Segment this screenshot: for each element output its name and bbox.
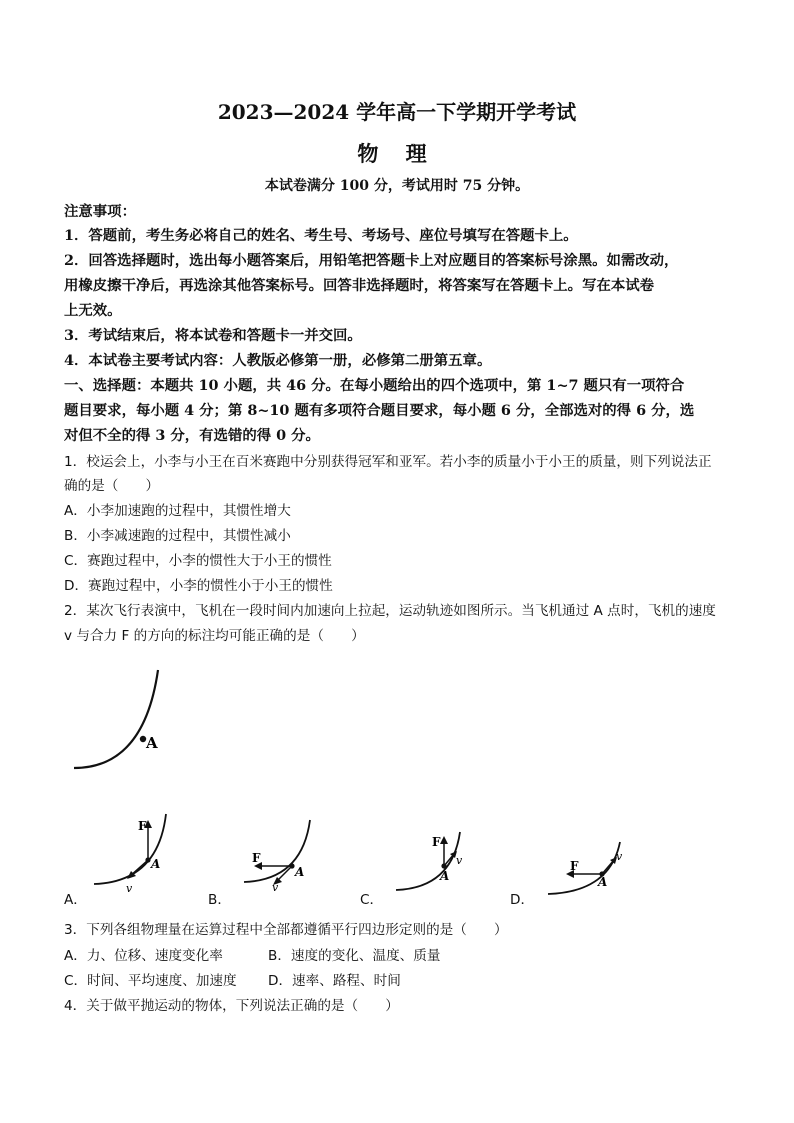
- q3-stem: 3．下列各组物理量在运算过程中全部都遵循平行四边形定则的是（ ）: [64, 922, 508, 938]
- svg-text:A: A: [151, 857, 161, 871]
- notice-line-2: 2．回答选择题时，选出每小题答案后，用铅笔把答题卡上对应题目的答案标号涂黑。如需改动，: [64, 252, 679, 269]
- q2-option-b-figure: [236, 818, 326, 893]
- notice-line-6: 4．本试卷主要考试内容：人教版必修第一册，必修第二册第五章。: [64, 352, 492, 369]
- q2-option-a-figure: [88, 812, 178, 897]
- svg-text:A: A: [440, 869, 450, 883]
- q2-stem-line-1: 2．某次飞行表演中，飞机在一段时间内加速向上拉起，运动轨迹如图所示。当飞机通过 A 点时，飞机的速度: [64, 603, 716, 619]
- notice-line-4: 上无效。: [64, 302, 122, 319]
- svg-text:A: A: [295, 865, 305, 879]
- q2-option-d-figure: [540, 840, 640, 900]
- trajectory-figure: [66, 668, 196, 778]
- q3-option-a: A．力、位移、速度变化率: [64, 948, 223, 964]
- section1-line-1: 一、选择题：本题共 10 小题，共 46 分。在每小题给出的四个选项中，第 1~7 题只有一项符合: [64, 377, 685, 394]
- section1-line-2: 题目要求，每小题 4 分；第 8~10 题有多项符合题目要求，每小题 6 分，全部选对的得 6 分，选: [64, 402, 695, 419]
- section1-line-3: 对但不全的得 3 分，有选错的得 0 分。: [64, 427, 320, 444]
- svg-text:F: F: [252, 851, 261, 865]
- q3-option-d: D．速率、路程、时间: [268, 973, 401, 989]
- q1-stem-line-1: 1．校运会上，小李与小王在百米赛跑中分别获得冠军和亚军。若小李的质量小于小王的质量，则下列说法正: [64, 454, 712, 470]
- q1-option-c: C．赛跑过程中，小李的惯性大于小王的惯性: [64, 553, 332, 569]
- trajectory-curve: [74, 670, 158, 768]
- q4-stem: 4．关于做平抛运动的物体，下列说法正确的是（ ）: [64, 998, 399, 1014]
- q1-option-a: A．小李加速跑的过程中，其惯性增大: [64, 503, 291, 519]
- exam-title: 2023—2024 学年高一下学期开学考试: [217, 100, 577, 124]
- svg-text:v: v: [272, 881, 279, 893]
- notice-line-5: 3．考试结束后，将本试卷和答题卡一并交回。: [64, 327, 362, 344]
- q1-option-b: B．小李减速跑的过程中，其惯性减小: [64, 528, 291, 544]
- q2-option-c-figure: [388, 826, 478, 901]
- notice-line-1: 1．答题前，考生务必将自己的姓名、考生号、考场号、座位号填写在答题卡上。: [64, 227, 578, 244]
- svg-text:A: A: [598, 875, 608, 889]
- q2-option-c-label: C．: [360, 892, 384, 908]
- svg-text:v: v: [456, 854, 463, 867]
- q2-option-d-label: D．: [510, 892, 535, 908]
- q3-option-b: B．速度的变化、温度、质量: [268, 948, 441, 964]
- q2-option-b-label: B．: [208, 892, 231, 908]
- svg-text:v: v: [616, 850, 623, 863]
- q2-option-a-label: A．: [64, 892, 87, 908]
- svg-text:F: F: [432, 835, 441, 849]
- svg-text:F: F: [138, 819, 147, 833]
- svg-text:F: F: [570, 859, 579, 873]
- notice-line-3: 用橡皮擦干净后，再选涂其他答案标号。回答非选择题时，将答案写在答题卡上。写在本试卷: [64, 277, 655, 294]
- svg-text:v: v: [126, 882, 133, 895]
- q1-option-d: D．赛跑过程中，小李的惯性小于小王的惯性: [64, 578, 333, 594]
- exam-meta: 本试卷满分 100 分，考试用时 75 分钟。: [264, 178, 530, 194]
- q3-option-c: C．时间、平均速度、加速度: [64, 973, 237, 989]
- point-a-label: A: [146, 734, 158, 752]
- q2-stem-line-2: v 与合力 F 的方向的标注均可能正确的是（ ）: [64, 628, 365, 644]
- notice-heading: 注意事项：: [64, 203, 136, 220]
- q1-stem-line-2: 确的是（ ）: [64, 478, 160, 494]
- subject-title: 物 理: [357, 141, 437, 166]
